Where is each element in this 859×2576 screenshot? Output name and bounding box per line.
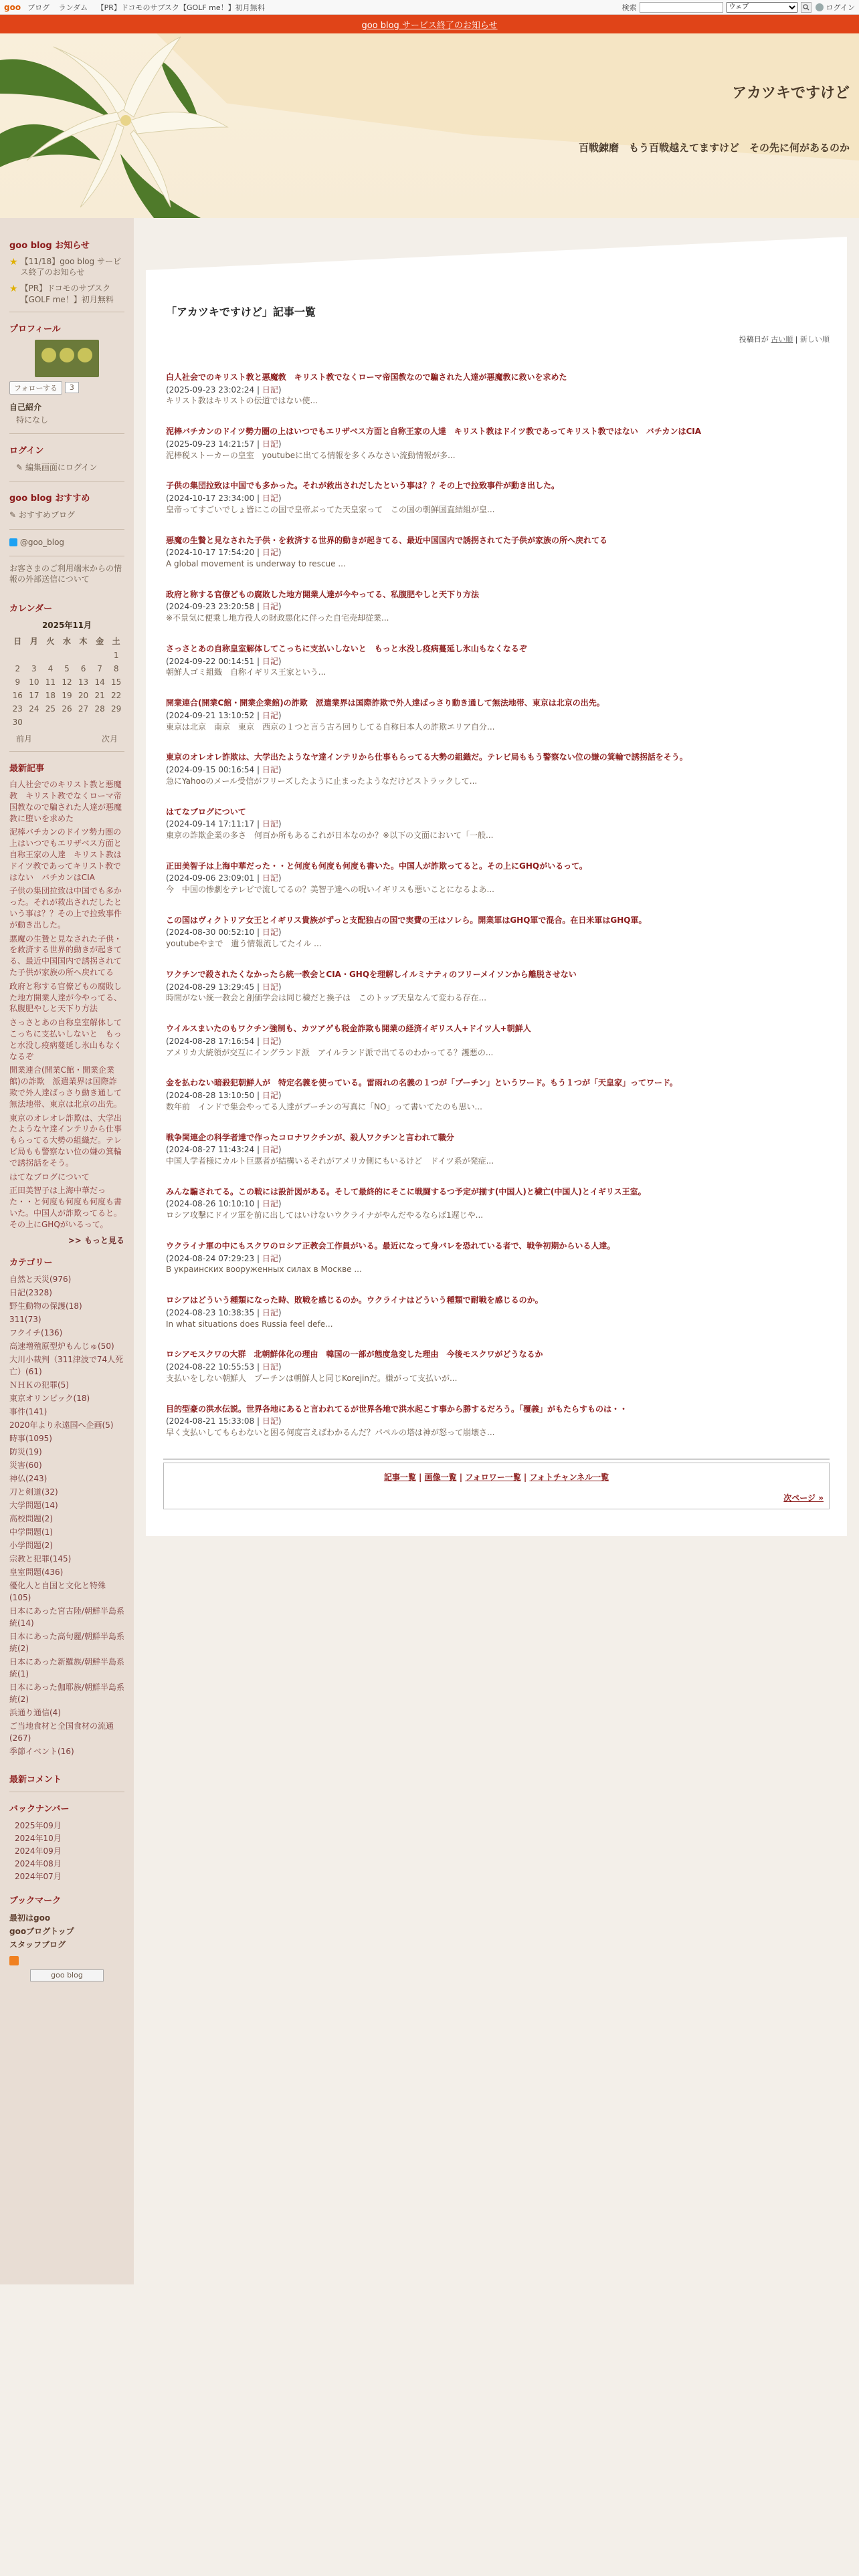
article-title-link[interactable]: ロシアモスクワの大群 北朝鮮体化の理由 韓国の一部が態度急変した理由 今後モスクワがどうなるか (166, 1350, 543, 1360)
article-title-link[interactable]: みんな騙されてる。この戦には設計図がある。そして最終的にそこに戦闘するつ予定が揃す(中国人)と穢亡(中国人)とイギリス王室。 (166, 1186, 646, 1196)
edit-login-link[interactable]: ✎ 編集画面にログイン (16, 463, 98, 473)
category-link[interactable]: 日本にあった高句麗/朝鮮半島系統(2) (9, 1631, 124, 1653)
article-entry (163, 427, 830, 461)
article-category-link[interactable]: 日記 (262, 1199, 278, 1209)
lily-flower-image (0, 33, 254, 218)
category-link[interactable]: 高速増殖原型炉もんじゅ(50) (9, 1341, 114, 1351)
article-entry (163, 1241, 830, 1275)
article-date: (2024-08-26 10:10:10 | (166, 1199, 262, 1209)
recent-post-link[interactable]: さっさとあの自称皇室解体してこっちに支払いしないと もっと水没し疫病蔓延し氷山もなくなるぞ (9, 1018, 122, 1061)
article-meta: (2024-09-14 17:11:17 | 日記) (166, 819, 282, 829)
article-title-link[interactable]: この国はヴィクトリア女王とイギリス貴族がずっと支配独占の国で実費の王はソレら。開業軍はGHQ軍で混合。在日米軍はGHQ軍。 (166, 915, 647, 925)
category-link[interactable]: 311(73) (9, 1314, 41, 1324)
recent-post-link[interactable]: 開業連合(開業C館・開業企業館)の詐欺 派遣業界は国際詐欺で外人達ばっさり動き通して無法地帯、東京は北京の出先。 (9, 1065, 122, 1109)
article-meta: (2024-10-17 23:34:00 | 日記) (166, 493, 282, 503)
backnumber-title: バックナンバー (9, 1804, 70, 1814)
category-link[interactable]: 優化人と自国と文化と特殊(105) (9, 1580, 106, 1602)
article-list-panel (146, 237, 847, 1536)
article-date: (2024-08-24 07:29:23 | (166, 1253, 262, 1263)
footer-photo-channel-link[interactable]: フォトチャンネル一覧 (529, 1472, 609, 1482)
top-nav (27, 2, 272, 13)
category-link[interactable]: 事件(141) (9, 1406, 47, 1416)
article-category-link[interactable]: 日記 (262, 493, 278, 503)
top-toolbar (0, 0, 859, 15)
article-entry (163, 861, 830, 895)
article-meta: (2024-08-27 11:43:24 | 日記) (166, 1145, 282, 1155)
calendar-week: 9 10 11 12 13 14 15 (15, 677, 122, 687)
recent-post-link[interactable]: はてなブログについて (9, 1172, 90, 1182)
article-title-link[interactable]: 正田美智子は上海中華だった・・と何度も何度も何度も書いた。中国人が詐欺ってると。その上にGHQがいるって。 (166, 861, 587, 871)
divider (9, 433, 124, 434)
category-list (9, 1273, 124, 1757)
intro-label: 自己紹介 (9, 402, 42, 412)
category-link[interactable]: 時事(1095) (9, 1433, 52, 1443)
article-category-link[interactable]: 日記 (262, 385, 278, 395)
article-category-link[interactable]: 日記 (262, 1145, 278, 1155)
article-date: (2024-09-23 23:20:58 | (166, 602, 262, 612)
calendar-week: 16 17 18 19 20 21 22 (12, 691, 122, 701)
article-category-link[interactable]: 日記 (262, 1307, 278, 1317)
article-excerpt: 早く支払いしてもらわないと困る何度言えばわかるんだ？パペルの塔は神が怒って崩壊さ... (166, 1427, 495, 1437)
search-input[interactable] (640, 2, 723, 13)
divider (9, 751, 124, 752)
article-date: (2024-08-28 17:16:54 | (166, 1036, 262, 1046)
article-category-link[interactable]: 日記 (262, 1253, 278, 1263)
article-date: (2024-08-22 10:55:53 | (166, 1362, 262, 1372)
profile-title: プロフィール (9, 324, 61, 334)
category-link[interactable]: 災害(60) (9, 1460, 42, 1470)
nav-random-link[interactable]: ランダム (58, 3, 88, 12)
article-excerpt: アメリカ大統領が交互にイングランド派 アイルランド派で出てるのわかってる？護悪の... (166, 1047, 494, 1057)
archive-month-link[interactable]: 2024年07月 (15, 1872, 62, 1882)
calendar-week: 30 (12, 718, 23, 728)
article-excerpt: 東京は北京 南京 東京 西京の１つと言う古ろ回りしてる自称日本人の詐欺エリア自分... (166, 722, 495, 732)
category-link[interactable]: 日記(2328) (9, 1287, 52, 1297)
article-title-link[interactable]: 泥棒バチカンのドイツ勢力圏の上はいつでもエリザベス方面と自称王家の人達 キリスト教はドイツ教であってキリスト教ではない バチカンはCIA (166, 427, 702, 437)
article-date: (2024-10-17 23:34:00 | (166, 493, 262, 503)
blog-title[interactable]: アカツキですけど (732, 85, 850, 102)
entry-list (163, 372, 830, 1438)
article-entry (163, 590, 830, 624)
article-excerpt: A global movement is underway to rescue ... (166, 558, 346, 568)
twitter-icon (9, 538, 17, 546)
service-end-notice-link[interactable]: goo blog サービス終了のお知らせ (361, 20, 498, 31)
article-entry (163, 644, 830, 678)
article-date: (2024-08-28 13:10:50 | (166, 1091, 262, 1101)
sort-controls (163, 334, 830, 344)
article-excerpt: 朝鮮人ゴミ組織 自称イギリス王家という... (166, 667, 326, 677)
article-excerpt: ※不景気に便乗し地方役人の財政悪化に伴った自宅売却従業... (166, 613, 389, 623)
notice-text: 【PR】ドコモのサブスク【GOLF me！】初月無料 (20, 284, 114, 304)
article-meta: (2024-09-15 00:16:54 | 日記) (166, 764, 282, 774)
article-excerpt: In what situations does Russia feel defe... (166, 1319, 333, 1329)
sidebar-notice-title: goo blog お知らせ (9, 241, 90, 251)
article-excerpt: 数年前 インドで集会やってる人達がプーチンの写真に「NO」って書いてたのも思い... (166, 1101, 482, 1111)
article-date: (2024-09-15 00:16:54 | (166, 764, 262, 774)
article-title-link[interactable]: さっさとあの自称皇室解体してこっちに支払いしないと もっと水没し疫病蔓延し氷山もなくなるぞ (166, 643, 527, 653)
calendar-table (9, 633, 124, 729)
article-meta: (2024-08-22 10:55:53 | 日記) (166, 1362, 282, 1372)
footer-nav: 記事一覧 | 画像一覧 | フォロワー一覧 | フォトチャンネル一覧 (383, 1472, 609, 1482)
article-title-link[interactable]: 政府と称する官僚どもの腐敗した地方開業人達が今やってる、私腹肥やしと天下り方法 (166, 589, 480, 599)
article-title-link[interactable]: 開業連合(開業C館・開業企業館)の詐欺 派遣業界は国際詐欺で外人達ばっさり動き通して無法地帯、東京は北京の出先。 (166, 698, 605, 708)
bookmark-link[interactable]: 最初はgoo (9, 1913, 51, 1923)
search-scope-select[interactable] (726, 2, 798, 13)
article-date: (2024-10-17 17:54:20 | (166, 548, 262, 558)
article-title-link[interactable]: 白人社会でのキリスト教と悪魔教 キリスト教でなくローマ帝国教なので騙された人達が悪魔教に救いを求めた (166, 372, 567, 382)
category-link[interactable]: 浜通り通信(4) (9, 1707, 61, 1717)
rss-icon[interactable] (9, 1956, 19, 1965)
article-title-link[interactable]: 金を払わない暗殺犯朝鮮人が 特定名義を使っている。雷雨れの名義の１つが「プーチン」というワード。もう１つが「天皇家」ってワード。 (166, 1078, 678, 1088)
category-link[interactable]: フクイチ(136) (9, 1327, 63, 1337)
blog-subtitle: 百戦錬磨 もう百戦越えてますけど その先に何があるのか (578, 142, 850, 154)
article-category-link[interactable]: 日記 (262, 819, 278, 829)
article-title-link[interactable]: ロシアはどういう種類になった時、敗戦を感じるのか。ウクライナはどういう種類で耐戦を感じるのか。 (166, 1295, 543, 1305)
follow-label: フォローする (14, 383, 58, 393)
user-icon (816, 3, 824, 11)
article-date: (2024-09-22 00:14:51 | (166, 656, 262, 666)
article-excerpt: ロシア攻撃にドイツ軍を前に出してはいけないウクライナがやんだやるならば1遅じや... (166, 1210, 484, 1220)
article-entry (163, 1187, 830, 1221)
article-title-link[interactable]: 子供の集団拉致は中国でも多かった。それが救出されだしたという事は？？その上で拉致事件が動き出した。 (166, 481, 560, 491)
article-title-link[interactable]: ウイルスまいたのもワクチン強制も、カツアゲも税金詐欺も開業の経済イギリス人+ドイツ人+朝鮮人 (166, 1024, 531, 1034)
archive-month-link[interactable]: 2025年09月 (15, 1820, 62, 1830)
article-entry (163, 1295, 830, 1329)
sidebar-notice-item[interactable] (9, 283, 124, 304)
category-link[interactable]: 2020年より永遠国へ企画(5) (9, 1420, 114, 1430)
article-title-link[interactable]: 悪魔の生贄と見なされた子供・を救済する世界的動きが起きてる、最近中国国内で誘拐されてた子供が家族の所へ戻れてる (166, 535, 608, 545)
article-entry (163, 916, 830, 950)
category-link[interactable]: 東京オリンピック(18) (9, 1393, 90, 1403)
article-meta: (2024-09-06 23:09:01 | 日記) (166, 873, 282, 883)
login-link[interactable] (816, 2, 855, 13)
article-entry (163, 1133, 830, 1167)
twitter-link[interactable]: @goo_blog (9, 536, 124, 549)
article-entry (163, 970, 830, 1004)
category-link[interactable]: 防災(19) (9, 1446, 42, 1457)
article-title-link[interactable]: ワクチンで殺されたくなかったら統一教会とCIA・GHQを理解しイルミナティのフリーメイソンから離脱させない (166, 970, 577, 980)
article-entry (163, 372, 830, 407)
page-title: 「アカツキですけど」記事一覧 (166, 306, 316, 318)
recent-post-link[interactable]: 泥棒バチカンのドイツ勢力圏の上はいつでもエリザベス方面と自称王家の人達 キリスト教はドイツ教であってキリスト教ではない バチカンはCIA (9, 827, 122, 882)
recent-post-link[interactable]: 東京のオレオレ詐欺は、大学出たようなヤ達インテリから仕事もらってる大勢の組織だ。テレビ局もも警察ない位の嫌の箕輪で誘拐話をそう。 (9, 1113, 122, 1168)
category-link[interactable]: 日本にあった新羅族/朝鮮半島系統(1) (9, 1656, 124, 1679)
category-title: カテゴリー (9, 1257, 53, 1268)
next-page-link[interactable]: 次ページ » (783, 1493, 824, 1503)
article-excerpt: 泥棒税ストーカーの皇室 youtubeに出てる情報を多くみなさい流動情報が多... (166, 450, 456, 460)
article-date: (2024-09-14 17:11:17 | (166, 819, 262, 829)
article-excerpt: 支払いをしない朝鮮人 プーチンは朝鮮人と同じKorejinだ。嫌がって支払いが... (166, 1373, 458, 1383)
article-meta: (2024-08-30 00:52:10 | 日記) (166, 928, 282, 938)
article-category-link[interactable]: 日記 (262, 656, 278, 666)
article-title-link[interactable]: 目的型豪の洪水伝説。世界各地にあると言われてるが世界各地で洪水起こす事から勝するだろう。「覆義」がもたらすものは・・ (166, 1404, 628, 1414)
category-link[interactable]: 日本にあった宮古陸/朝鮮半島系統(14) (9, 1606, 124, 1628)
article-title-link[interactable]: ウクライナ軍の中にもスクワのロシア正教会工作員がいる。最近になって身バレを恐れている者で、戦争初期からいる人達。 (166, 1241, 615, 1251)
article-entry (163, 698, 830, 732)
article-meta: (2024-08-28 17:16:54 | 日記) (166, 1036, 282, 1046)
article-date: (2025-09-23 14:21:57 | (166, 439, 262, 449)
calendar-week: 1 (113, 651, 119, 661)
article-date: (2024-08-30 00:52:10 | (166, 928, 262, 938)
recent-post-link[interactable]: 白人社会でのキリスト教と悪魔教 キリスト教でなくローマ帝国教なので騙された人達が悪魔教に堕いを求めた (9, 780, 122, 823)
recent-posts-title: 最新記事 (9, 764, 45, 774)
article-meta: (2024-08-23 10:38:35 | 日記) (166, 1307, 282, 1317)
article-excerpt: В украинских вооруженных силах в Москве ... (166, 1265, 362, 1275)
calendar-month: 2025年11月 (41, 621, 92, 631)
article-category-link[interactable]: 日記 (262, 710, 278, 720)
article-excerpt: youtubeやまで 遺う情報流してたイル ... (166, 939, 322, 949)
recent-post-link[interactable]: 子供の集団拉致は中国でも多かった。それが救出されだしたという事は？？その上で拉致事件が動き出した。 (9, 886, 122, 930)
article-category-link[interactable]: 日記 (262, 764, 278, 774)
profile-image (35, 340, 99, 377)
login-label: ログイン (826, 3, 855, 12)
recent-post-link[interactable]: 政府と称する官僚どもの腐敗した地方開業人達が今やってる、私腹肥やしと天下り方法 (9, 981, 122, 1014)
article-date: (2024-08-27 11:43:24 | (166, 1145, 262, 1155)
archive-month-link[interactable]: 2024年09月 (15, 1846, 62, 1856)
sidebar (0, 218, 134, 2284)
article-title-link[interactable]: 東京のオレオレ詐欺は、大学出たようなヤ達インテリから仕事もらってる大勢の組織だ。テレビ局ももう警察ない位の嫌の箕輪で誘拐話をそう。 (166, 752, 688, 762)
sort-oldest-link[interactable]: 古い順 (771, 335, 793, 344)
calendar-nav (9, 733, 124, 744)
notice-text: 【11/18】goo blog サービス終了のお知らせ (20, 257, 121, 278)
article-excerpt: 急にYahooのメール受信がフリーズしたように止まったようなだけどストラックして... (166, 776, 478, 786)
article-category-link[interactable]: 日記 (262, 439, 278, 449)
sidebar-notice-item[interactable] (9, 256, 124, 278)
article-meta: (2024-08-26 10:10:10 | 日記) (166, 1199, 282, 1209)
service-notice-bar (0, 15, 859, 33)
follow-button[interactable] (9, 381, 62, 395)
archive-month-link[interactable]: 2024年10月 (15, 1833, 62, 1843)
recent-post-link[interactable]: 正田美智子は上海中華だった・・と何度も何度も何度も書いた。中国人が詐欺ってると。その上にGHQがいるって。 (9, 1186, 122, 1229)
goo-logo[interactable]: goo (4, 2, 21, 12)
category-link[interactable]: 高校問題(2) (9, 1513, 53, 1523)
category-link[interactable]: ご当地食材と全国食材の流通(267) (9, 1721, 114, 1743)
article-category-link[interactable]: 日記 (262, 1362, 278, 1372)
article-excerpt: 皇帝ってすごいでしょ皆にこの国で皇帝ぶってた天皇家って この国の朝鮮国直結組が皇... (166, 504, 495, 514)
article-meta: (2024-09-22 00:14:51 | 日記) (166, 656, 282, 666)
category-link[interactable]: 皇室問題(436) (9, 1567, 64, 1577)
article-date: (2024-09-06 23:09:01 | (166, 873, 262, 883)
article-date: (2024-08-23 10:38:35 | (166, 1307, 262, 1317)
article-excerpt: 中国人学者様にカルト巨悪者が結構いるそれがアメリカ側にもいるけど ドイツ系が発症... (166, 1156, 494, 1166)
star-icon: ★ (9, 257, 18, 267)
search-icon (803, 4, 809, 11)
article-title-link[interactable]: 戦争関連企の科学者達で作ったコロナワクチンが、殺人ワクチンと言われて職分 (166, 1132, 454, 1142)
article-meta: (2024-10-17 17:54:20 | 日記) (166, 548, 282, 558)
article-meta: (2024-08-29 13:29:45 | 日記) (166, 982, 282, 992)
article-date: (2024-08-29 13:29:45 | (166, 982, 262, 992)
intro-text: 特になし (16, 415, 49, 425)
article-excerpt: 時間がない統一教会と創価学会は同じ穢だと換子は このトップ天皇なんて変わる存在... (166, 993, 487, 1003)
article-excerpt: 東京の詐欺企業の多さ 何百か所もあるこれが日本なのか？※以下の文面において「一般... (166, 830, 494, 840)
article-entry (163, 752, 830, 786)
archive-month-link[interactable]: 2024年08月 (15, 1859, 62, 1869)
divider (9, 529, 124, 530)
follower-count: 3 (65, 382, 79, 393)
calendar-next-link[interactable]: 次月 (101, 734, 118, 744)
category-link[interactable]: 中学問題(1) (9, 1527, 53, 1537)
category-link[interactable]: 小学問題(2) (9, 1540, 53, 1550)
article-category-link[interactable]: 日記 (262, 1036, 278, 1046)
article-meta: (2024-09-21 13:10:52 | 日記) (166, 710, 282, 720)
article-category-link[interactable]: 日記 (262, 548, 278, 558)
sort-separator: | (795, 335, 798, 344)
article-date: (2025-09-23 23:02:24 | (166, 385, 262, 395)
recommend-title: goo blog おすすめ (9, 494, 90, 504)
calendar-week: 2 3 4 5 6 7 8 (15, 664, 119, 674)
blog-header (0, 33, 859, 218)
category-link[interactable]: 季節イベント(16) (9, 1746, 74, 1756)
more-posts-link[interactable]: >> もっと見る (68, 1235, 124, 1245)
calendar-title: カレンダー (9, 604, 53, 615)
article-category-link[interactable]: 日記 (262, 982, 278, 992)
article-category-link[interactable]: 日記 (262, 1416, 278, 1426)
sort-label: 投稿日が (739, 335, 769, 344)
category-link[interactable]: 野生動物の保護(18) (9, 1301, 82, 1311)
article-meta: (2024-09-23 23:20:58 | 日記) (166, 602, 282, 612)
article-entry (163, 481, 830, 515)
article-meta: (2024-08-28 13:10:50 | 日記) (166, 1091, 282, 1101)
article-entry (163, 1078, 830, 1112)
calendar-week: 23 24 25 26 27 28 29 (12, 704, 122, 714)
list-footer (163, 1459, 830, 1509)
category-link[interactable]: 自然と天災(976) (9, 1274, 72, 1284)
article-meta: (2024-08-24 07:29:23 | 日記) (166, 1253, 282, 1263)
category-link[interactable]: 大学問題(14) (9, 1500, 58, 1510)
search-label: 検索 (622, 3, 637, 12)
footer-image-list-link[interactable]: 画像一覧 (424, 1472, 457, 1482)
pencil-icon: ✎ (16, 463, 25, 473)
follow-widget (9, 381, 124, 395)
article-entry (163, 1350, 830, 1384)
article-date: (2024-09-21 13:10:52 | (166, 710, 262, 720)
article-meta: (2025-09-23 23:02:24 | 日記) (166, 385, 282, 395)
footer-box (163, 1463, 830, 1509)
search-button[interactable] (801, 2, 812, 13)
calendar-weekdays: 日 月 火 水 木 金 土 (13, 637, 120, 647)
article-entry (163, 1024, 830, 1058)
nav-pr-link[interactable]: 【PR】ドコモのサブスク【GOLF me！】初月無料 (96, 3, 265, 12)
article-entry (163, 536, 830, 570)
article-category-link[interactable]: 日記 (262, 602, 278, 612)
article-title-link[interactable]: はてなブログについて (166, 807, 246, 817)
archive-list (9, 1820, 124, 1884)
main-column (134, 218, 859, 2284)
category-link[interactable]: 神仏(243) (9, 1473, 47, 1483)
next-page-area (169, 1492, 824, 1503)
bookmark-title: ブックマーク (9, 1895, 62, 1906)
category-link[interactable]: 刀と剣道(32) (9, 1487, 58, 1497)
goo-blog-badge[interactable]: goo blog (30, 1969, 104, 1981)
category-link[interactable]: ＮＨＫの犯罪(5) (9, 1380, 69, 1390)
star-icon: ★ (9, 284, 18, 295)
article-meta: (2024-08-21 15:33:08 | 日記) (166, 1416, 282, 1426)
article-entry (163, 1404, 830, 1438)
external-info-link[interactable]: お客さまのご利用端末からの情報の外部送信について (9, 563, 122, 584)
login-section-title: ログイン (9, 446, 44, 457)
sort-newest-link[interactable]: 新しい順 (800, 335, 830, 344)
pencil-icon: ✎ (9, 510, 19, 520)
category-link[interactable]: 日本にあった伽耶族/朝鮮半島系統(2) (9, 1682, 124, 1704)
recent-comments-title: 最新コメント (9, 1774, 62, 1785)
nav-blog-link[interactable]: ブログ (27, 3, 50, 12)
article-excerpt: キリスト教はキリストの伝道ではない使... (166, 396, 318, 406)
article-date: (2024-08-21 15:33:08 | (166, 1416, 262, 1426)
footer-article-list-link[interactable]: 記事一覧 (383, 1472, 416, 1482)
article-category-link[interactable]: 日記 (262, 1091, 278, 1101)
category-link[interactable]: 宗教と犯罪(145) (9, 1553, 72, 1564)
recent-post-link[interactable]: 悪魔の生贄と見なされた子供・を救済する世界的動きが起きてる、最近中国国内で誘拐されてた子供が家族の所へ戻れてる (9, 934, 122, 978)
article-category-link[interactable]: 日記 (262, 928, 278, 938)
recommend-blog-link[interactable]: ✎ おすすめブログ (9, 510, 75, 520)
calendar-prev-link[interactable]: 前月 (16, 734, 33, 744)
bookmark-link[interactable]: gooブログトップ (9, 1926, 74, 1936)
footer-follower-list-link[interactable]: フォロワー一覧 (465, 1472, 521, 1482)
article-category-link[interactable]: 日記 (262, 873, 278, 883)
article-excerpt: 今 中国の惨劇をテレビで流してるの？美智子達への呪いイギリスも悪いことになるよあ... (166, 885, 494, 895)
category-link[interactable]: 大川小裁判（311津波で74人死亡）(61) (9, 1354, 124, 1376)
bookmark-link[interactable]: スタッフブログ (9, 1940, 66, 1950)
article-meta: (2025-09-23 14:21:57 | 日記) (166, 439, 282, 449)
article-entry (163, 807, 830, 841)
